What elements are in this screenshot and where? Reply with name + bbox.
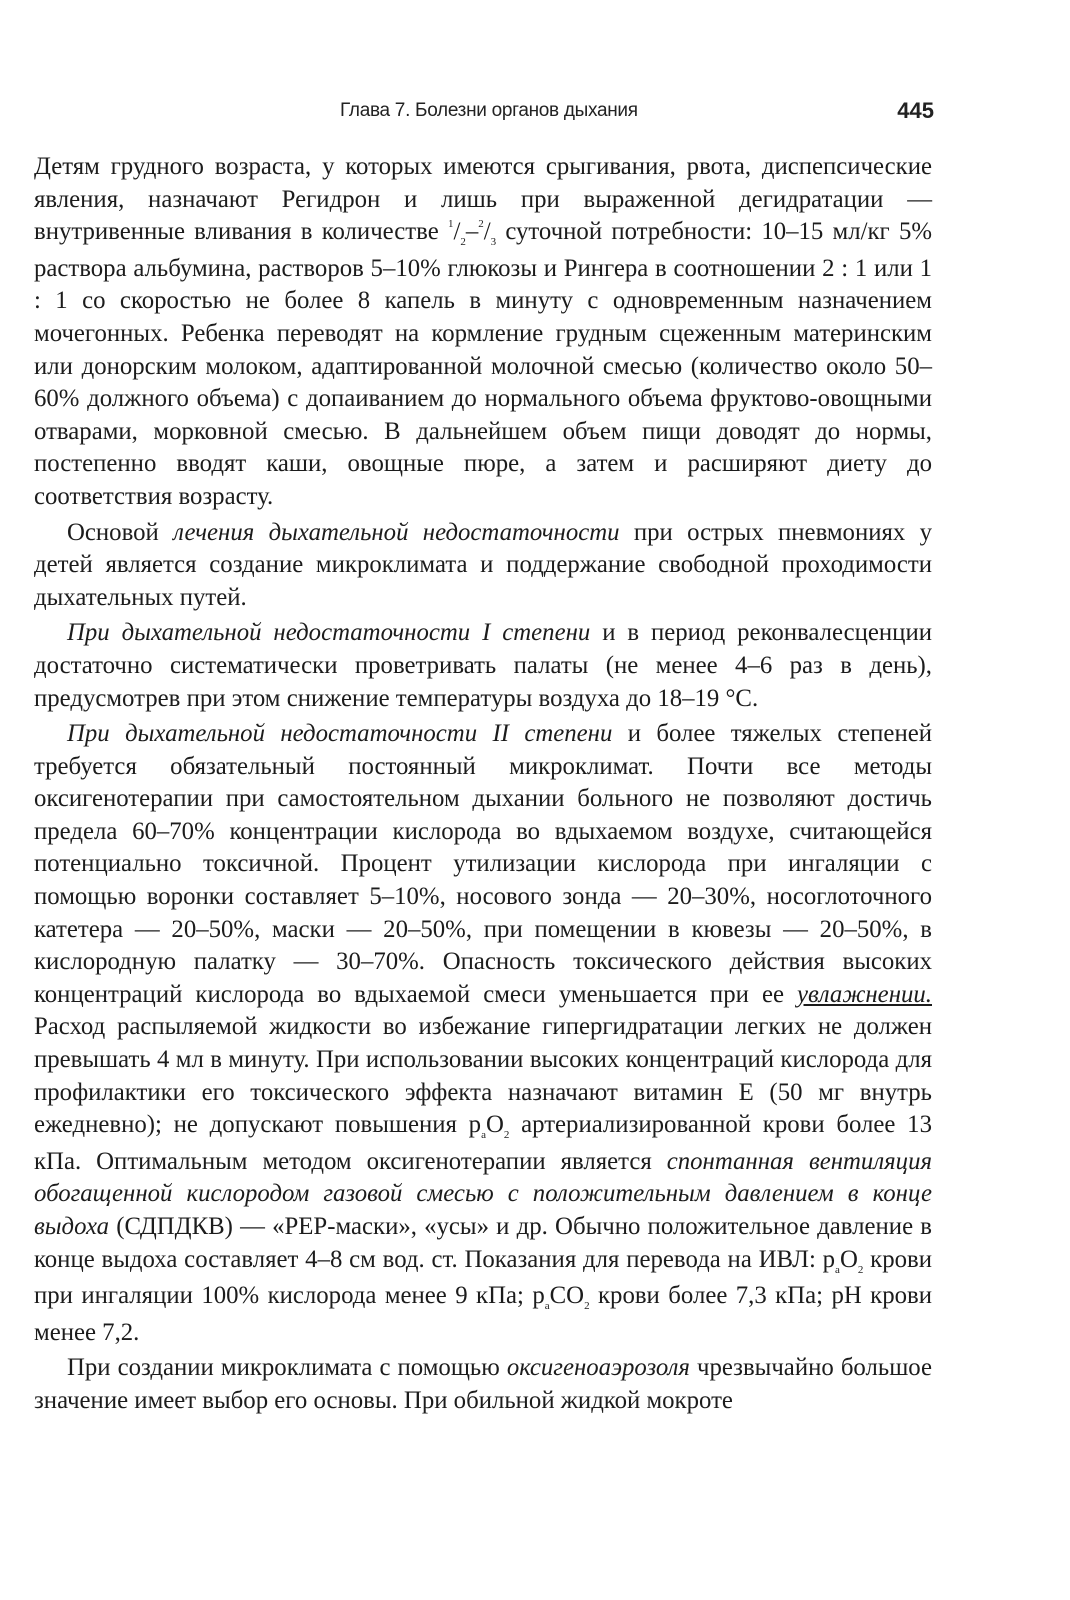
text-run: O — [839, 1245, 858, 1273]
text-run: артериализированной крови более 13 кПа. Оптимальным методом оксигенотерапии является — [34, 1111, 932, 1175]
emphasis-text-underlined: увлажнении. — [797, 980, 932, 1008]
text-run: CO — [549, 1282, 585, 1310]
paragraph-3 — [34, 617, 932, 715]
text-run: O — [485, 1111, 504, 1139]
range-dash: – — [465, 218, 479, 246]
body-text — [34, 151, 932, 1421]
emphasis-text: спонтанная вентиляция обогащенной кислородом газовой смесью с положительным давлением в конце выдоха — [34, 1147, 932, 1240]
text-run: Детям грудного возраста, у которых имеются срыгивания, рвота, диспепсические явления, назначают Регидрон и лишь при выраженной дегидратации — внутривенные вливания в количестве — [34, 153, 932, 246]
text-run: крови при ингаляции 100% кислорода менее 9 кПа; p — [34, 1245, 932, 1310]
text-run: Расход распыляемой жидкости во избежание гипергидратации легких не должен превышать 4 мл в минуту. При использовании высоких концентраций кислорода для профилактики его токсического эффекта назначают витамин Е (50 мг внутрь ежедневно); не допускают повышения p — [34, 1013, 932, 1139]
emphasis-text: При дыхательной недостаточности II степени — [67, 720, 613, 748]
fraction-denominator: 3 — [490, 236, 497, 249]
text-run: (СДПДКВ) — «PEP-маски», «усы» и др. Обычно положительное давление в конце выдоха составляет 4–8 см вод. ст. Показания для перевода на ИВЛ: p — [34, 1213, 932, 1273]
subscript: 2 — [503, 1129, 510, 1142]
paragraph-5 — [34, 1352, 932, 1417]
subscript: a — [481, 1129, 486, 1142]
text-run: при острых пневмониях у детей является создание микроклимата и поддержание свободной проходимости дыхательных путей. — [34, 518, 932, 611]
text-run: суточной потребности: 10–15 мл/кг 5% раствора альбумина, растворов 5–10% глюкозы и Рингера в соотношении 2 : 1 или 1 : 1 со скоростью не более 8 капель в минуту с одновременным назначением мочегонных. Ребенка переводят на кормление грудным сцеженным материнским или донорским молоком, адаптированной молочной смесью (количество около 50–60% должного объема) с допаиванием до нормального объема фруктово-овощными отварами, морковной смесью. В дальнейшем объем пищи доводят до нормы, постепенно вводят каши, овощные пюре, а затем и расширяют диету до соответствия возрасту. — [34, 218, 932, 510]
paragraph-4 — [34, 718, 932, 1349]
page-header — [0, 100, 1070, 130]
text-run: Основой — [67, 518, 174, 546]
text-run: чрезвычайно большое значение имеет выбор его основы. При обильной жидкой мокроте — [34, 1354, 932, 1414]
paragraph-1: Детям грудного возраста, у которых имеются срыгивания, рвота, диспепсические явления, назначают Регидрон и лишь при выраженной дегидратации — внутривенные вливания в количестве $^1/_2-^2/_3$ суточной потребности: 10–15 мл/кг 5% раствора альбумина, растворов 5–10% глюкозы и Рингера в соотношении 2 : 1 или 1 : 1 со скоростью не более 8 капель в минуту с одновременным назначением мочегонных. Ребенка переводят на кормление грудным сцеженным материнским или донорским молоком, адаптированной молочной смесью (количество около 50–60% должного объема) с допаиванием до нормального объема фруктово-овощными отварами, морковной смесью. В дальнейшем объем пищи доводят до нормы, постепенно вводят каши, овощные пюре, а затем и расширяют диету до соответствия возрасту. — [34, 153, 932, 510]
subscript: a — [544, 1300, 550, 1313]
emphasis-text: оксигеноаэрозоля — [506, 1354, 690, 1382]
fraction-denominator: 2 — [460, 236, 466, 249]
chapter-title: Глава 7. Болезни органов дыхания — [340, 100, 638, 121]
subscript: 2 — [584, 1300, 590, 1313]
text-run: и в период реконвалесценции достаточно систематически проветривать палаты (не менее 4–6 раз в день), предусмотрев при этом снижение температуры воздуха до 18–19 °С. — [34, 619, 932, 712]
fraction-numerator: 2 — [478, 218, 484, 231]
text-run: крови более 7,3 кПа; pH крови менее 7,2. — [34, 1282, 933, 1346]
page-number: 445 — [897, 98, 934, 123]
emphasis-text: лечения дыхательной недостаточности — [173, 518, 620, 546]
paragraph-2 — [34, 517, 932, 615]
fraction-numerator: 1 — [447, 218, 454, 231]
subscript: a — [835, 1263, 840, 1276]
text-run: При создании микроклимата с помощью — [67, 1354, 507, 1382]
text-run: и более тяжелых степеней требуется обязательный постоянный микроклимат. Почти все методы оксигенотерапии при самостоятельном дыхании больного не позволяют достичь предела 60–70% концентрации кислорода во вдыхаемом воздухе, считающейся потенциально токсичной. Процент утилизации кислорода при ингаляции с помощью воронки составляет 5–10%, носового зонда — 20–30%, носоглоточного катетера — 20–50%, маски — 20–50%, при помещении в кювезы — 20–50%, в кислородную палатку — 30–70%. Опасность токсического действия высоких концентраций кислорода во вдыхаемой смеси уменьшается при ее — [34, 720, 932, 1008]
subscript: 2 — [857, 1263, 864, 1276]
emphasis-text: При дыхательной недостаточности I степени — [67, 619, 591, 647]
